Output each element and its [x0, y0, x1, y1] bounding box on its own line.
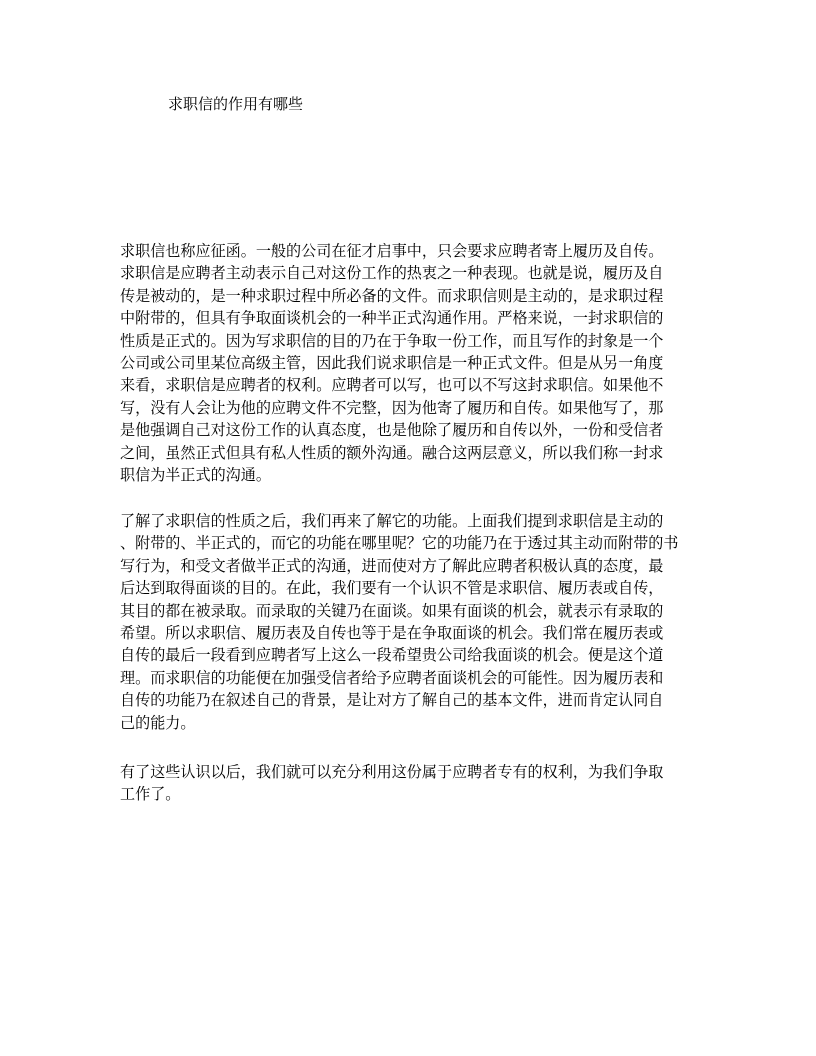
paragraph-line: 性质是正式的。因为写求职信的目的乃在于争取一份工作，而且写作的封象是一个 — [120, 331, 664, 350]
paragraph-line: 己的能力。 — [120, 713, 196, 732]
paragraph-line: 其目的都在被录取。而录取的关键乃在面谈。如果有面谈的机会，就表示有录取的 — [120, 601, 664, 620]
paragraph-line: 理。而求职信的功能便在加强受信者给予应聘者面谈机会的可能性。因为履历表和 — [120, 668, 664, 687]
paragraph-line: 写，没有人会让为他的应聘文件不完整，因为他寄了履历和自传。如果他写了，那 — [120, 398, 664, 417]
paragraph-line: 自传的功能乃在叙述自己的背景，是让对方了解自己的基本文件，进而肯定认同自 — [120, 691, 664, 710]
paragraph-line: 传是被动的，是一种求职过程中所必备的文件。而求职信则是主动的，是求职过程 — [120, 286, 664, 305]
document-title: 求职信的作用有哪些 — [168, 95, 304, 113]
paragraph-line: 了解了求职信的性质之后，我们再来了解它的功能。上面我们提到求职信是主动的 — [120, 512, 664, 530]
paragraph-line: 求职信也称应征函。一般的公司在征才启事中，只会要求应聘者寄上履历及自传。 — [120, 242, 664, 260]
paragraph-1 — [120, 240, 700, 486]
paragraph-line: 自传的最后一段看到应聘者写上这么一段希望贵公司给我面谈的机会。便是这个道 — [120, 646, 664, 665]
paragraph-line: 希望。所以求职信、履历表及自传也等于是在争取面谈的机会。我们常在履历表或 — [120, 623, 664, 642]
paragraph-line: 、附带的、半正式的，而它的功能在哪里呢？它的功能乃在于透过其主动而附带的书 — [120, 534, 679, 553]
paragraph-line: 中附带的，但具有争取面谈机会的一种半正式沟通作用。严格来说，一封求职信的 — [120, 309, 664, 328]
paragraph-3 — [120, 761, 700, 806]
paragraph-2 — [120, 510, 700, 734]
paragraph-line: 职信为半正式的沟通。 — [120, 465, 271, 484]
paragraph-line: 公司或公司里某位高级主管，因此我们说求职信是一种正式文件。但是从另一角度 — [120, 353, 664, 372]
paragraph-line: 来看，求职信是应聘者的权利。应聘者可以写，也可以不写这封求职信。如果他不 — [120, 376, 664, 395]
paragraph-line: 之间，虽然正式但具有私人性质的额外沟通。融合这两层意义，所以我们称一封求 — [120, 443, 664, 462]
paragraph-line: 是他强调自己对这份工作的认真态度，也是他除了履历和自传以外，一份和受信者 — [120, 421, 664, 440]
paragraph-line: 后达到取得面谈的目的。在此，我们要有一个认识不管是求职信、履历表或自传， — [120, 579, 664, 598]
paragraph-line: 求职信是应聘者主动表示自己对这份工作的热衷之一种表现。也就是说，履历及自 — [120, 264, 664, 283]
paragraph-line: 工作了。 — [120, 785, 181, 804]
paragraph-line: 写行为，和受文者做半正式的沟通，进而使对方了解此应聘者积极认真的态度，最 — [120, 556, 664, 575]
paragraph-line: 有了这些认识以后，我们就可以充分利用这份属于应聘者专有的权利，为我们争取 — [120, 763, 664, 781]
